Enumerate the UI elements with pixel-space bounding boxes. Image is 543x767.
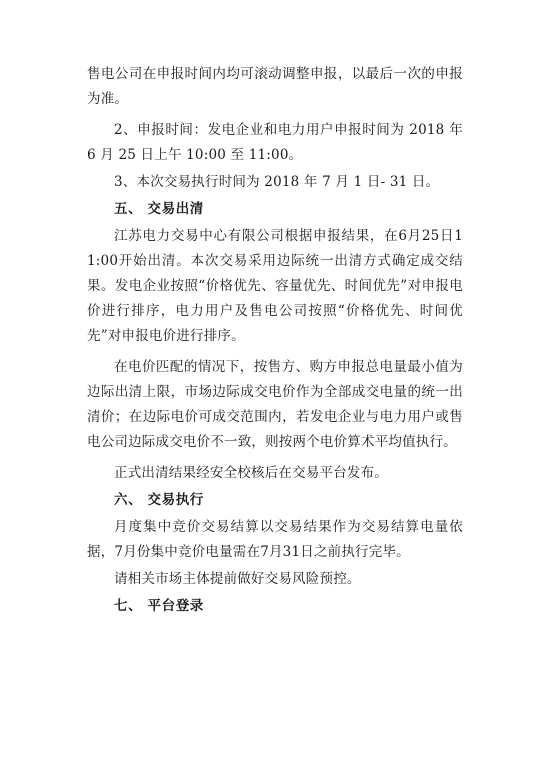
document-body (87, 62, 463, 621)
paragraph-declaration-time: 2、申报时间：发电企业和电力用户申报时间为 2018 年 6 月 25 日上午 10:00 至 11:00。 (87, 122, 463, 163)
paragraph-result-publish: 正式出清结果经安全校核后在交易平台发布。 (114, 465, 388, 481)
paragraph-execution-time: 3、本次交易执行时间为 2018 年 7 月 1 日- 31 日。 (114, 174, 440, 190)
section-heading-execution: 六、 交易执行 (114, 492, 204, 508)
section-heading-login: 七、 平台登录 (114, 598, 204, 614)
paragraph-price-matching: 在电价匹配的情况下，按售方、购方申报总电量最小值为边际出清上限，市场边际成交电价作为全部成交电量的统一出清价；在边际电价可成交范围内，若发电企业与电力用户或售电公司边际成交电价不一致，则按两个电价算术平均值执行。 (87, 359, 463, 450)
paragraph-risk-control: 请相关市场主体提前做好交易风险预控。 (114, 571, 361, 587)
paragraph-settlement: 月度集中竞价交易结算以交易结果作为交易结算电量依据，7月份集中竞价电量需在7月31日之前执行完毕。 (87, 519, 463, 560)
paragraph-clearing-method: 江苏电力交易中心有限公司根据申报结果，在6月25日11:00开始出清。本次交易采用边际统一出清方式确定成交结果。发电企业按照“价格优先、容量优先、时间优先”对申报电价进行排序，电力用户及售电公司按照“价格优先、时间优先”对申报电价进行排序。 (87, 228, 463, 344)
section-heading-clearing: 五、 交易出清 (114, 201, 204, 217)
paragraph-declaration-note: 售电公司在申报时间内均可滚动调整申报，以最后一次的申报为准。 (87, 66, 463, 107)
